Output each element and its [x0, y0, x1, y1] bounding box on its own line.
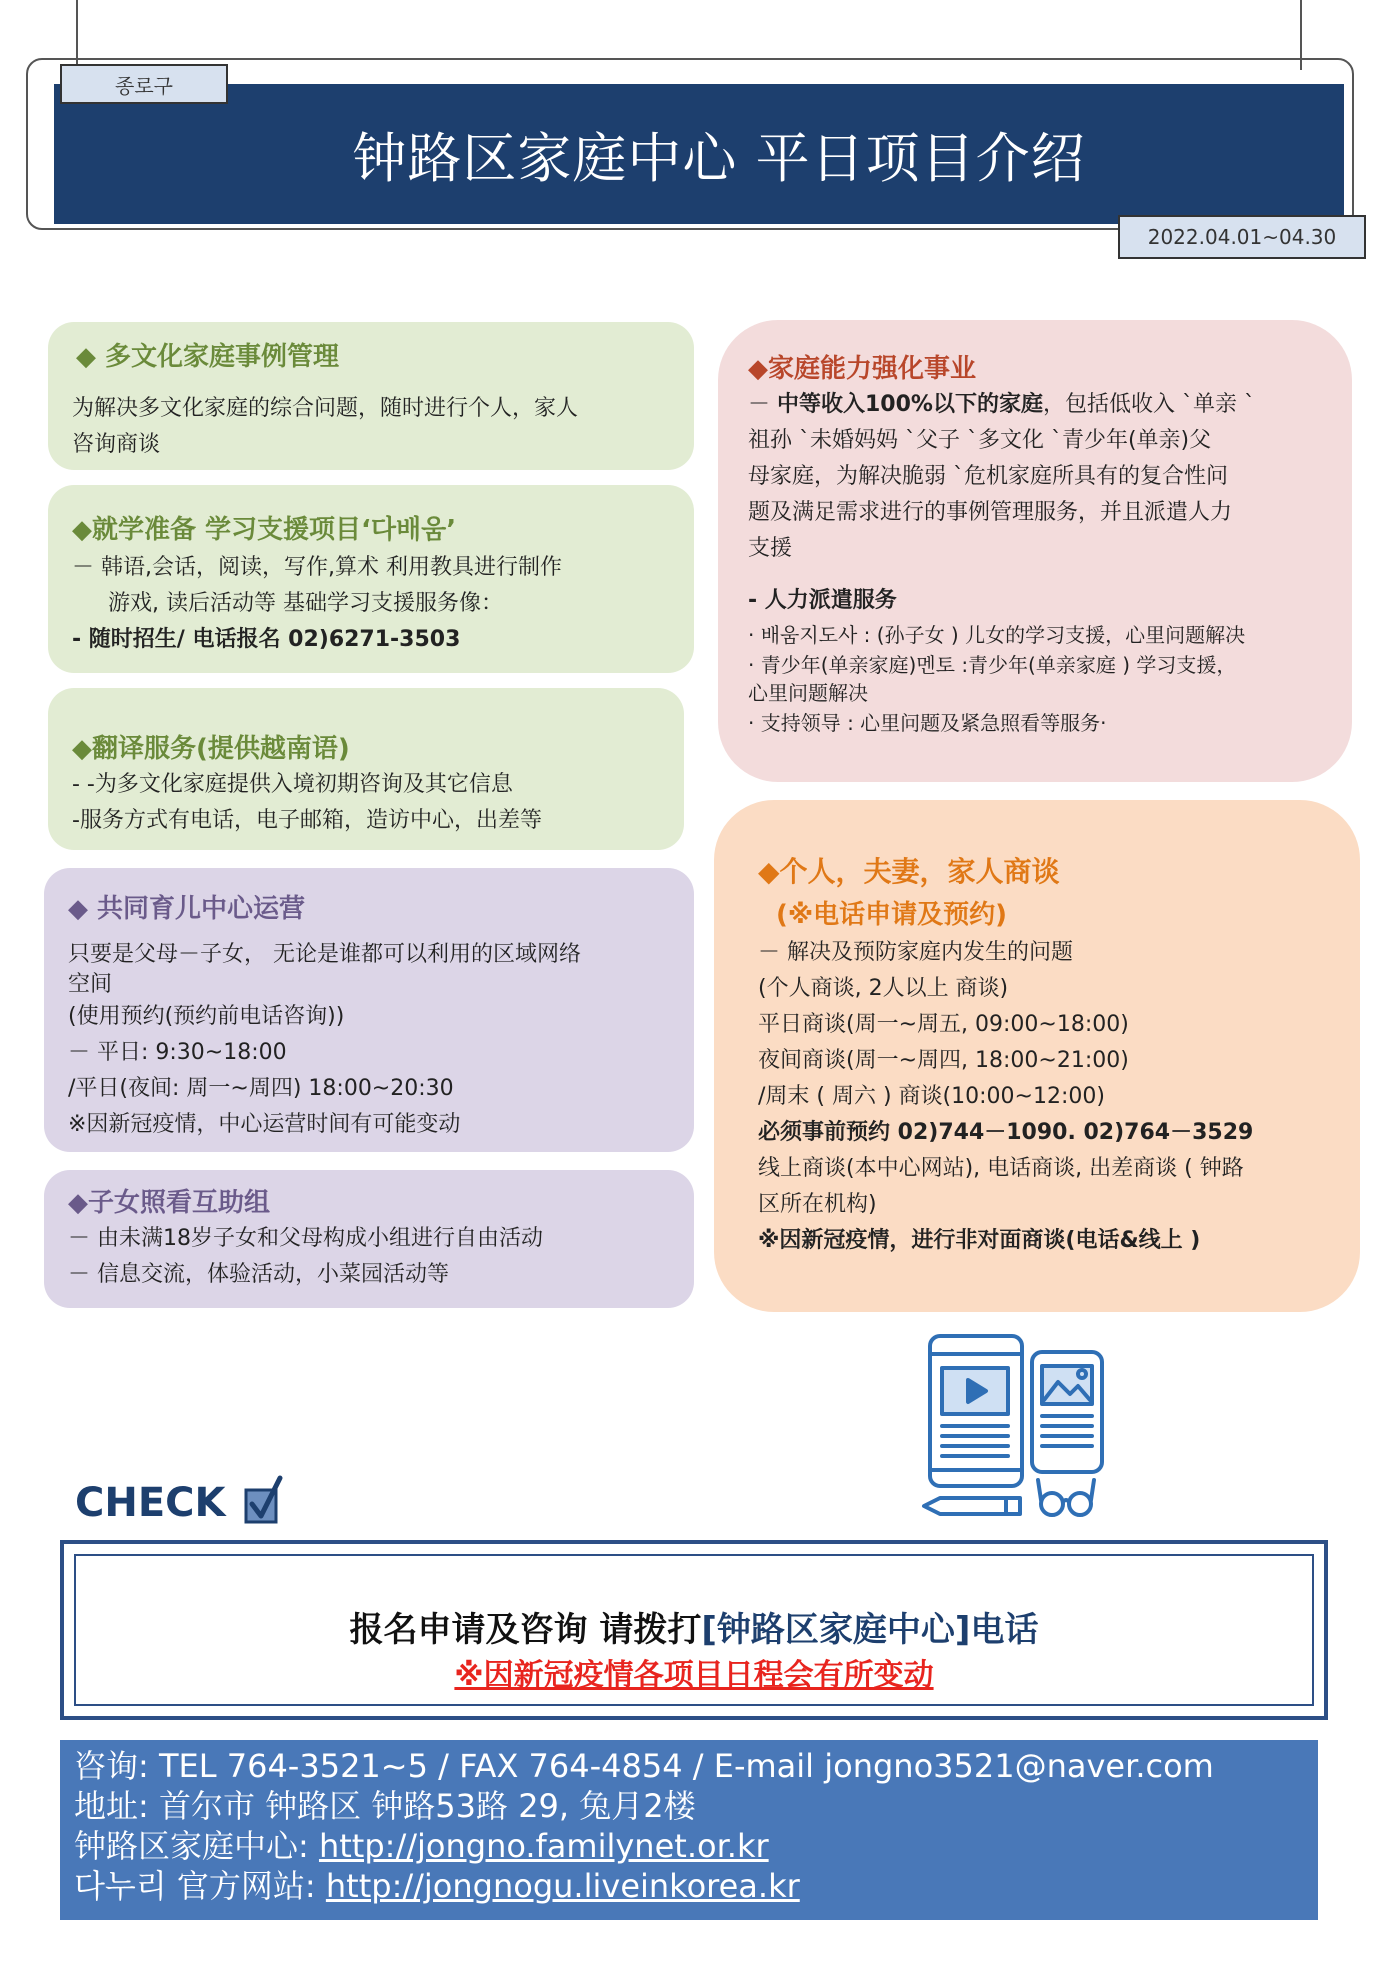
website-link[interactable]: http://jongno.familynet.or.kr	[318, 1827, 769, 1865]
card-line: － 平日: 9:30~18:00	[68, 1040, 287, 1065]
card-title: ◆就学准备 学习支援项目‘다배움’	[72, 515, 457, 545]
district-tag: 종로구	[60, 64, 228, 104]
website-label: 钟路区家庭中心:	[74, 1827, 319, 1865]
card-title: ◆个人，夫妻，家人商谈	[758, 855, 1060, 888]
contact-phone-line: 咨询: TEL 764-3521~5 / FAX 764-4854 / E-mail jongno3521@naver.com	[74, 1747, 1214, 1785]
card-line: － 由未满18岁子女和父母构成小组进行自由活动	[68, 1226, 543, 1251]
card-line: 区所在机构)	[758, 1192, 877, 1217]
notice-blue: [钟路区家庭中心]电话	[701, 1610, 1039, 1650]
intro-rest: ，包括低收入 `单亲 `	[1042, 392, 1255, 417]
notice-covid: ※因新冠疫情各项目日程会有所变动	[454, 1658, 934, 1693]
card-multicultural	[48, 322, 694, 470]
card-title: ◆子女照看互助组	[68, 1188, 270, 1218]
card-line: - 随时招生/ 电话报名 02)6271-3503	[72, 627, 461, 652]
card-line: - -为多文化家庭提供入境初期咨询及其它信息	[72, 772, 513, 797]
dispatch-line: · 青少年(单亲家庭)멘토 :青少年(单亲家庭 ) 学习支援，	[748, 653, 1237, 677]
checkbox-check-icon	[244, 1474, 284, 1526]
official-site-label: 다누리 官方网站:	[74, 1867, 326, 1905]
card-translation	[48, 688, 684, 850]
contact-website-line	[74, 1826, 1304, 1866]
card-line: -服务方式有电话，电子邮箱，造访中心，出差等	[72, 808, 542, 833]
card-line: 题及满足需求进行的事例管理服务，并且派遣人力	[748, 500, 1233, 525]
phone-tablet-illustration-icon	[920, 1330, 1120, 1520]
notice-main-line	[64, 1602, 1324, 1651]
dispatch-line: 心里问题解决	[748, 681, 868, 705]
card-line: 母家庭，为解决脆弱 `危机家庭所具有的复合性问	[748, 464, 1228, 489]
card-line: － 解决及预防家庭内发生的问题	[758, 940, 1073, 965]
page-title: 钟路区家庭中心 平日项目介绍	[352, 126, 1086, 190]
dispatch-line: · 배움지도사 : (孙子女 ) 儿女的学习支援，心里问题解决	[748, 623, 1246, 647]
card-mutual-aid	[44, 1170, 694, 1308]
date-range: 2022.04.01~04.30	[1118, 215, 1366, 259]
card-line: 平日商谈(周一~周五, 09:00~18:00)	[758, 1012, 1129, 1037]
notice-box	[60, 1540, 1328, 1720]
check-label: CHECK	[75, 1480, 226, 1526]
card-line: 线上商谈(本中心网站), 电话商谈, 出差商谈 ( 钟路	[758, 1156, 1244, 1181]
card-school-prep	[48, 485, 694, 673]
card-line: 只要是父母－子女， 无论是谁都可以利用的区域网络	[68, 942, 581, 967]
card-title: ◆翻译服务(提供越南语)	[72, 734, 350, 764]
card-family-capacity	[718, 320, 1352, 782]
card-childcare	[44, 868, 694, 1152]
card-line: /周末 ( 周六 ) 商谈(10:00~12:00)	[758, 1084, 1105, 1109]
card-line: /平日(夜间: 周一~周四) 18:00~20:30	[68, 1076, 454, 1101]
booking-line: 必须事前预约 02)744－1090. 02)764－3529	[758, 1120, 1254, 1145]
card-line: － 信息交流，体验活动，小菜园活动等	[68, 1262, 449, 1287]
official-site-link[interactable]: http://jongnogu.liveinkorea.kr	[325, 1867, 800, 1905]
card-line: 夜间商谈(周一~周四, 18:00~21:00)	[758, 1048, 1129, 1073]
card-line: 支援	[748, 536, 793, 561]
card-line: 空间	[68, 972, 113, 997]
card-line: － 韩语,会话，阅读，写作,算术 利用教具进行制作	[72, 555, 562, 580]
card-line: (使用预约(预约前电话咨询))	[68, 1004, 345, 1029]
card-line: ※因新冠疫情，中心运营时间有可能变动	[68, 1112, 461, 1137]
contact-box	[60, 1740, 1318, 1920]
intro-bold: 中等收入100%以下的家庭	[777, 392, 1043, 417]
card-line: (个人商谈, 2人以上 商谈)	[758, 976, 1009, 1001]
card-title: ◆ 多文化家庭事例管理	[76, 342, 340, 372]
dispatch-line: · 支持领导 : 心里问题及紧急照看等服务·	[748, 711, 1107, 735]
covid-note: ※因新冠疫情，进行非对面商谈(电话&线上 )	[758, 1228, 1201, 1253]
card-subtitle: (※电话申请及预约)	[776, 900, 1008, 930]
card-title: ◆家庭能力强化事业	[748, 354, 976, 384]
card-title: ◆ 共同育儿中心运营	[68, 894, 306, 924]
card-line: 游戏, 读后活动等 基础学习支援服务像：	[108, 591, 503, 616]
dispatch-title: - 人力派遣服务	[748, 588, 897, 613]
card-counseling	[714, 800, 1360, 1312]
contact-official-site-line	[74, 1866, 1304, 1906]
contact-address-line: 地址: 首尔市 钟路区 钟路53路 29, 兔月2楼	[74, 1787, 696, 1825]
card-line: 为解决多文化家庭的综合问题，随时进行个人，家人	[72, 396, 579, 421]
intro-prefix: －	[748, 392, 777, 417]
card-line: 祖孙 `未婚妈妈 `父子 `多文化 `青少年(单亲)父	[748, 428, 1212, 453]
notice-main: 报名申请及咨询 请拨打	[349, 1610, 702, 1650]
card-line: 咨询商谈	[72, 432, 161, 457]
